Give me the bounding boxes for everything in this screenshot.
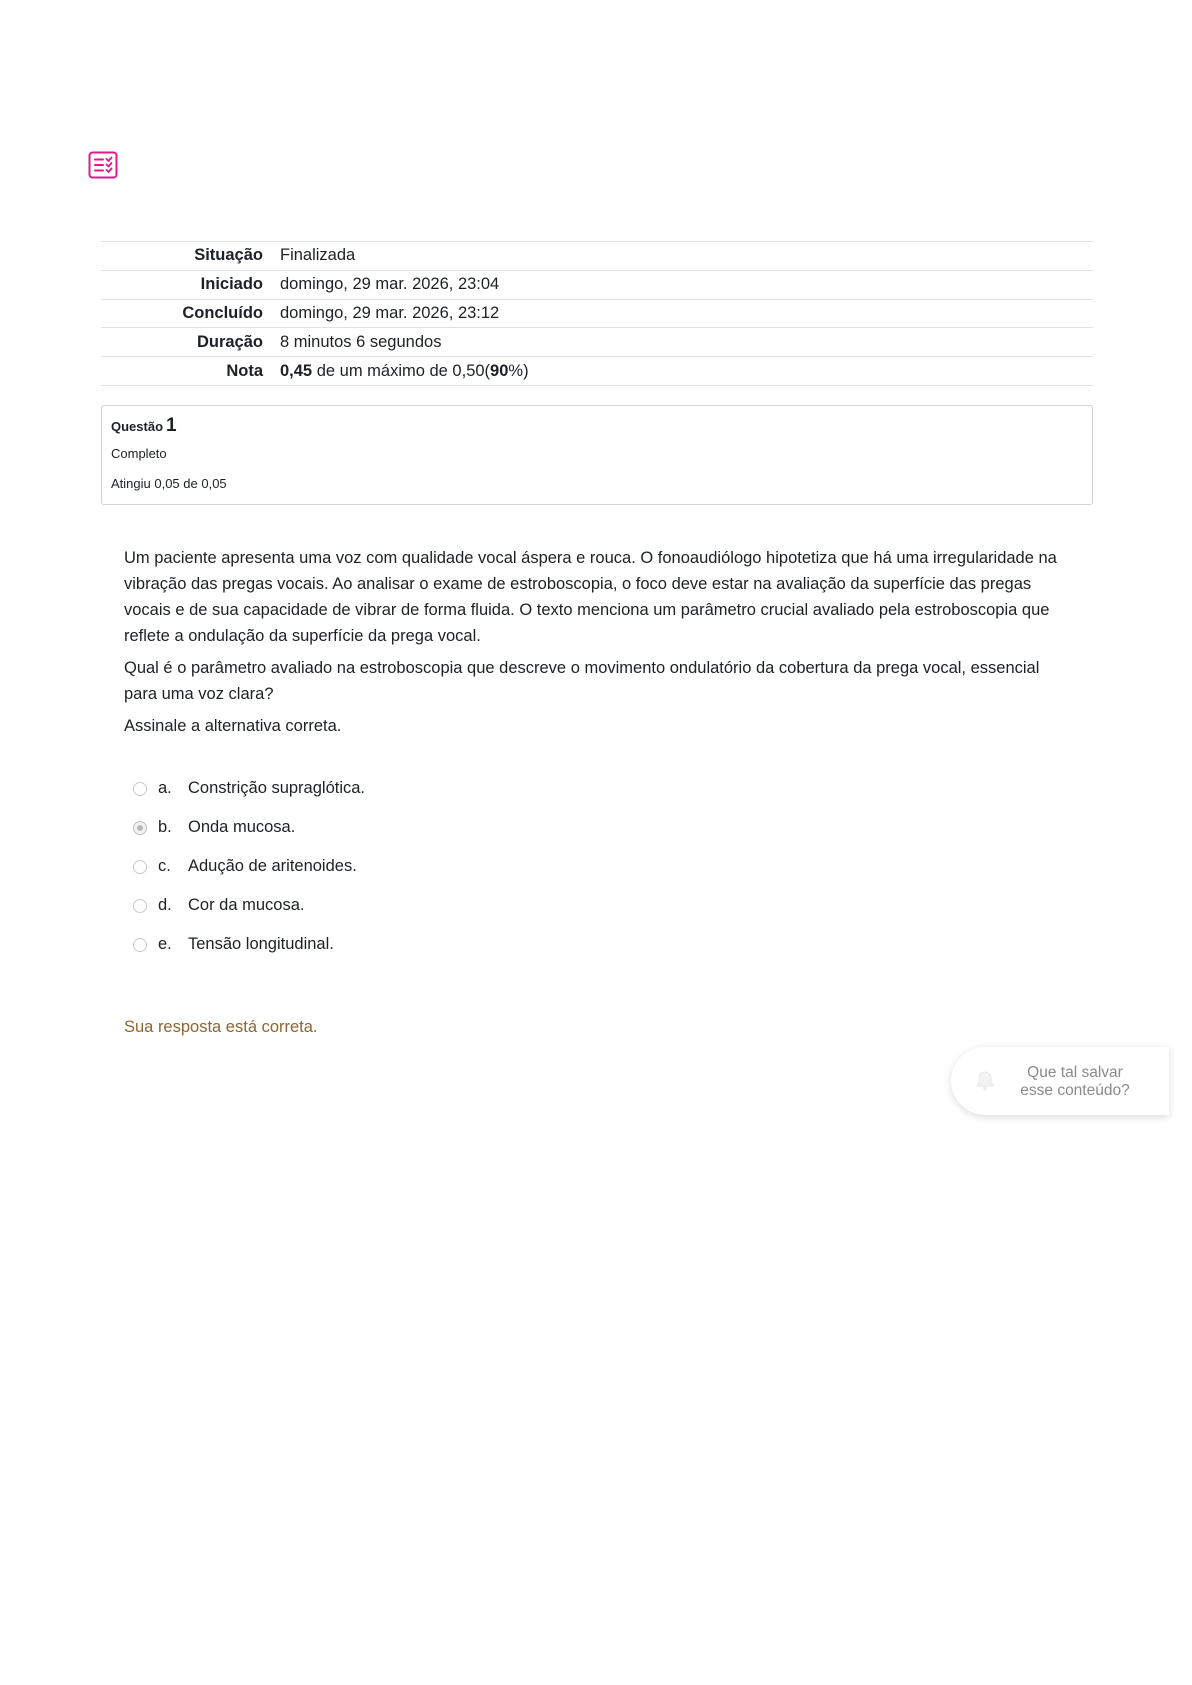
grade-middle: de um máximo de 0,50( xyxy=(312,361,491,380)
summary-label: Situação xyxy=(194,246,263,265)
summary-label: Concluído xyxy=(182,303,263,322)
answer-feedback: Sua resposta está correta. xyxy=(124,1018,318,1036)
radio-button[interactable] xyxy=(133,899,147,913)
answer-option-b[interactable] xyxy=(133,808,365,847)
grade-score: 0,45 xyxy=(280,361,313,380)
question-info-box xyxy=(101,405,1093,505)
answer-letter: a. xyxy=(158,779,172,797)
radio-button-selected[interactable] xyxy=(133,821,147,835)
question-number xyxy=(111,415,177,437)
question-text xyxy=(124,545,1074,745)
answer-text: Constrição supraglótica. xyxy=(188,779,366,797)
bell-icon xyxy=(973,1069,997,1093)
summary-value: 8 minutos 6 segundos xyxy=(280,332,442,351)
save-content-button[interactable] xyxy=(951,1047,1169,1115)
save-content-line2: esse conteúdo? xyxy=(1020,1082,1130,1099)
question-paragraph: Assinale a alternativa correta. xyxy=(124,717,342,735)
answer-letter: e. xyxy=(158,935,172,953)
summary-row-iniciado xyxy=(101,270,1093,299)
question-paragraph: Qual é o parâmetro avaliado na estroboscopia que descreve o movimento ondulatório da cobertura da prega vocal, essencial para uma voz clara? xyxy=(124,659,1040,703)
summary-value: Finalizada xyxy=(280,246,356,265)
answer-letter: b. xyxy=(158,818,172,836)
save-content-line1: Que tal salvar xyxy=(1027,1064,1123,1081)
summary-row-concluido xyxy=(101,299,1093,328)
summary-row-nota xyxy=(101,357,1093,386)
answer-option-c[interactable] xyxy=(133,847,365,886)
question-paragraph: Um paciente apresenta uma voz com qualidade vocal áspera e rouca. O fonoaudiólogo hipotetiza que há uma irregularidade na vibração das pregas vocais. Ao analisar o exame de estroboscopia, o foco deve estar na avaliação da superfície das pregas vocais e de sua capacidade de vibrar de forma fluida. O texto menciona um parâmetro crucial avaliado pela estroboscopia que reflete a ondulação da superfície da prega vocal. xyxy=(124,549,1057,645)
radio-button[interactable] xyxy=(133,938,147,952)
answer-option-d[interactable] xyxy=(133,886,365,925)
answer-option-a[interactable] xyxy=(133,769,365,808)
answer-text: Cor da mucosa. xyxy=(188,896,305,914)
question-label: Questão xyxy=(111,419,164,434)
question-number-value: 1 xyxy=(166,415,177,436)
summary-row-duracao xyxy=(101,328,1093,357)
summary-row-situacao xyxy=(101,242,1093,271)
radio-button[interactable] xyxy=(133,782,147,796)
answer-options xyxy=(133,769,365,964)
grade-percent: 90 xyxy=(490,361,509,380)
question-mark: Atingiu 0,05 de 0,05 xyxy=(111,476,227,491)
question-state: Completo xyxy=(111,446,167,461)
answer-letter: d. xyxy=(158,896,172,914)
answer-letter: c. xyxy=(158,857,171,875)
radio-button[interactable] xyxy=(133,860,147,874)
save-content-label xyxy=(1011,1064,1139,1100)
attempt-summary-table xyxy=(101,241,1093,386)
grade-suffix: %) xyxy=(508,361,529,380)
answer-text: Tensão longitudinal. xyxy=(188,935,334,953)
answer-text: Onda mucosa. xyxy=(188,818,296,836)
summary-value: domingo, 29 mar. 2026, 23:04 xyxy=(280,275,500,294)
answer-option-e[interactable] xyxy=(133,925,365,964)
answer-text: Adução de aritenoides. xyxy=(188,857,357,875)
summary-value: domingo, 29 mar. 2026, 23:12 xyxy=(280,303,500,322)
quiz-list-icon xyxy=(88,151,118,179)
grade-value xyxy=(280,357,1093,386)
summary-label: Nota xyxy=(226,361,263,380)
summary-label: Duração xyxy=(196,332,263,351)
summary-label: Iniciado xyxy=(200,275,263,294)
